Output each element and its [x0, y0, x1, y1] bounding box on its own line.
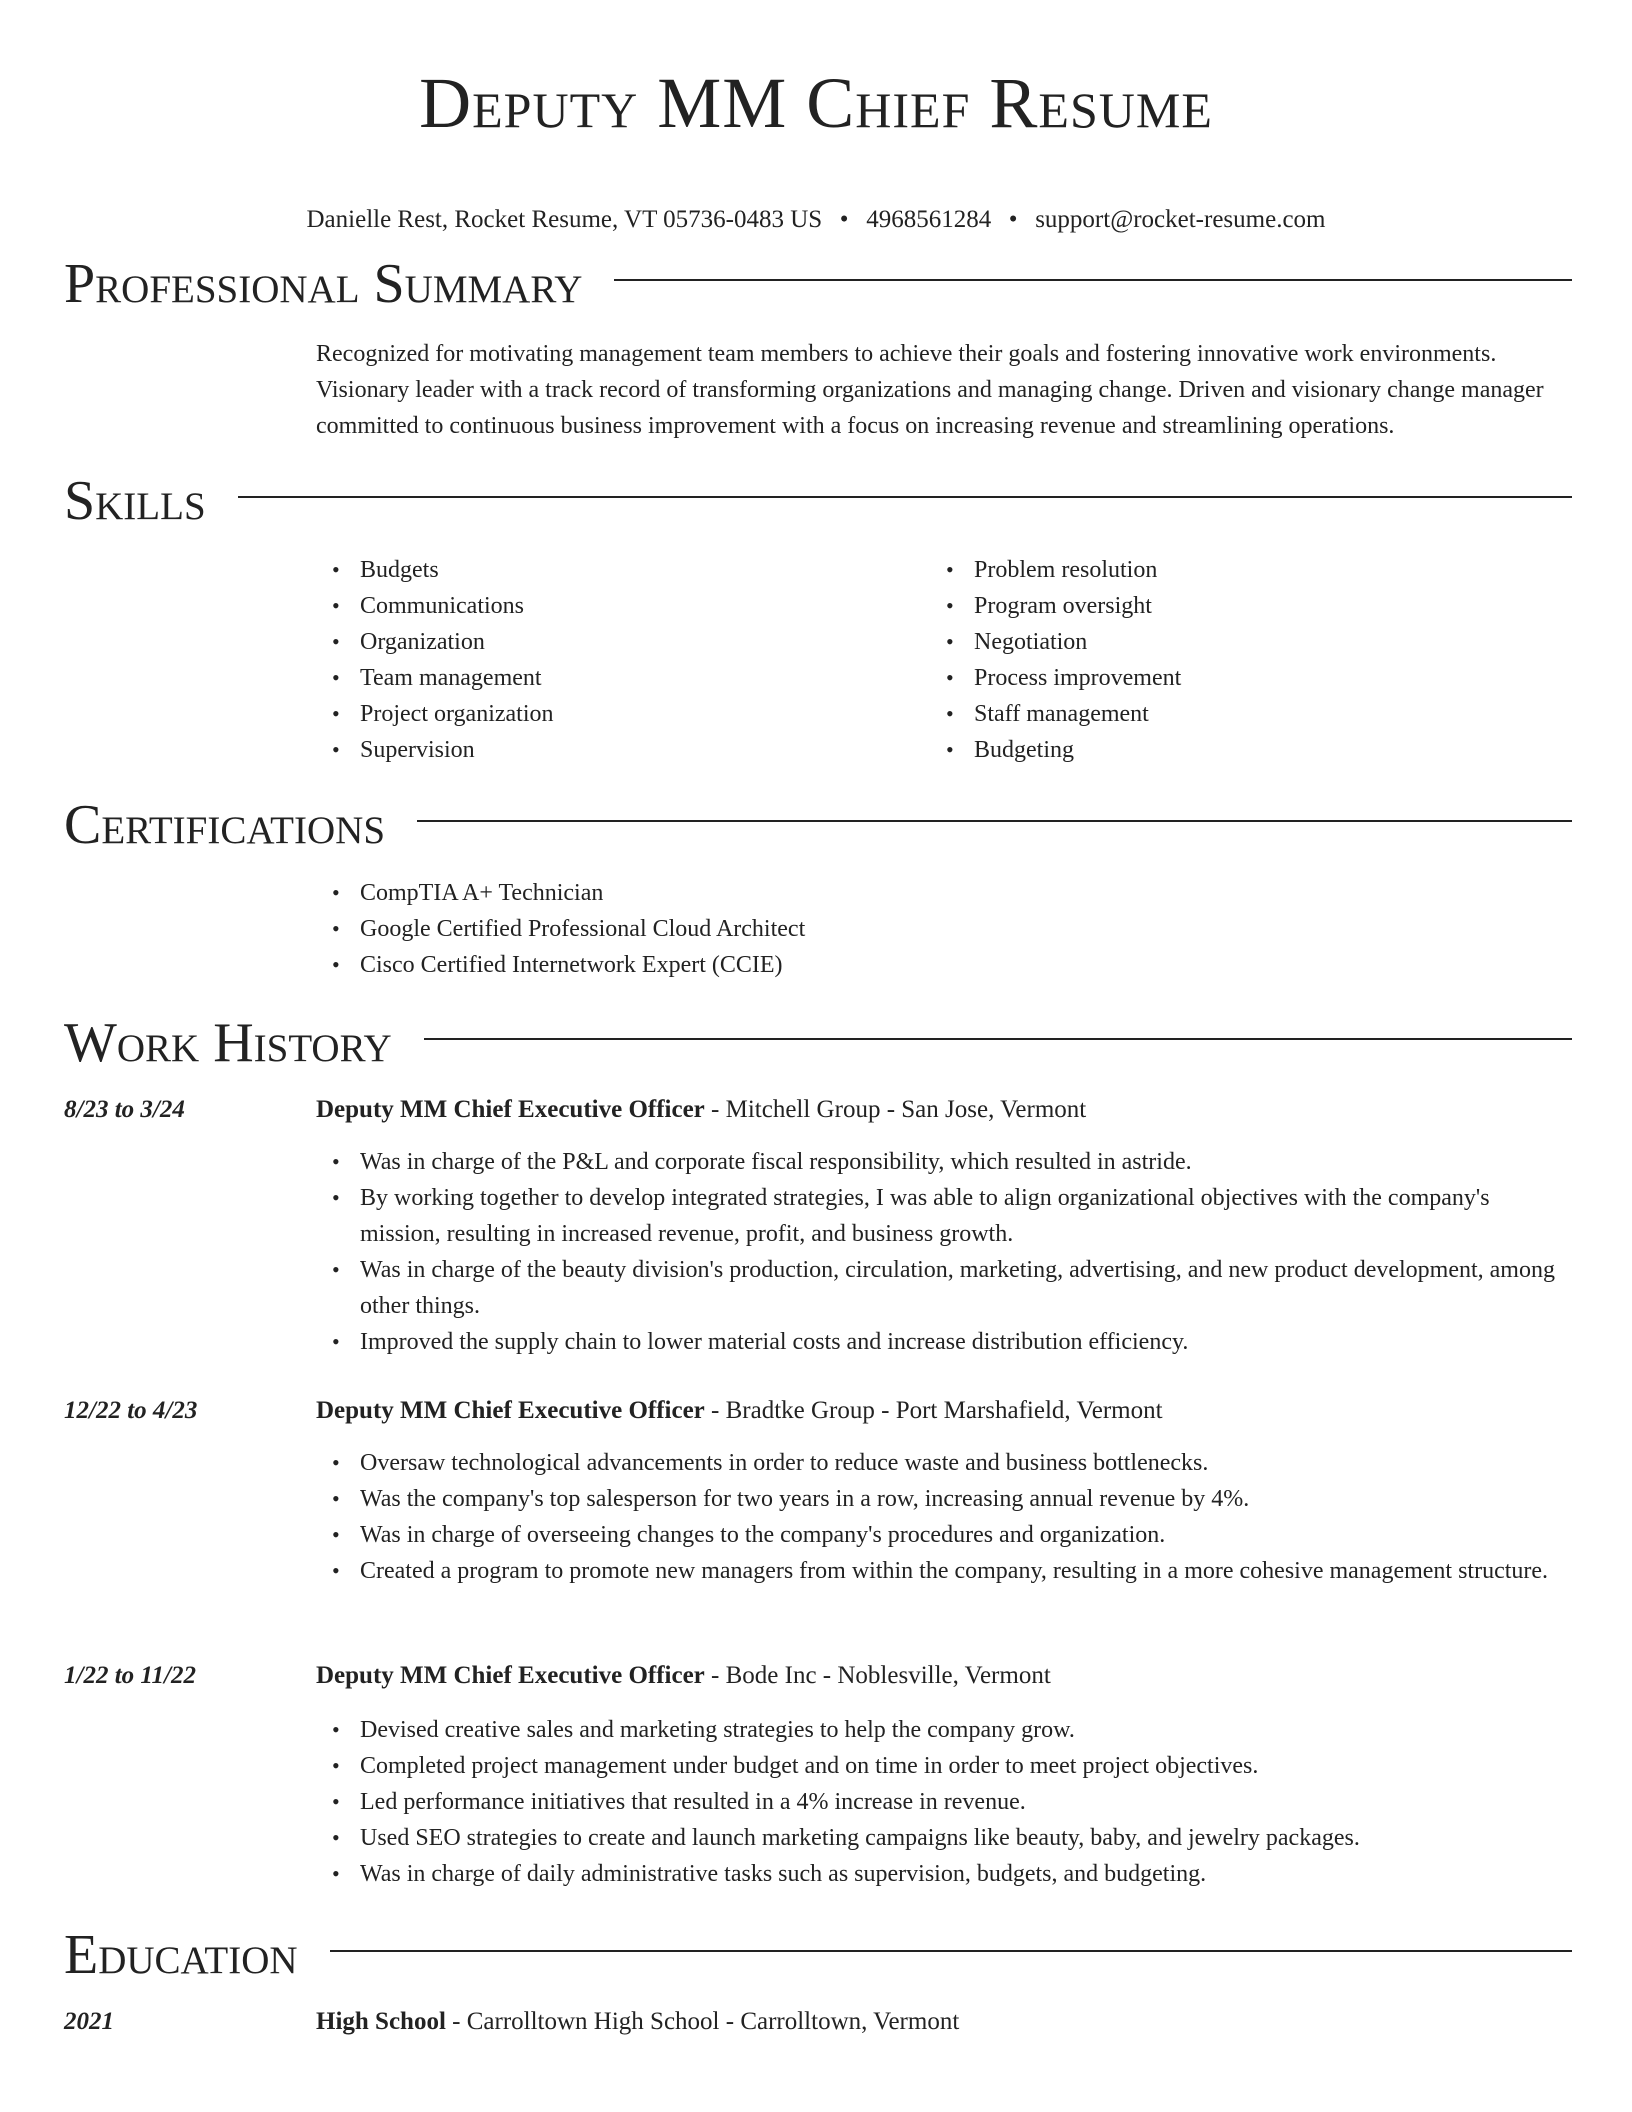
- job-bullet: • Was in charge of the P&L and corporate fiscal responsibility, which resulted in astride.: [316, 1144, 1566, 1180]
- skills-heading: Skills: [64, 470, 206, 532]
- education-heading: Education: [64, 1924, 298, 1986]
- contact-address: Danielle Rest, Rocket Resume, VT 05736-0483 US: [306, 206, 823, 233]
- summary-heading: Professional Summary: [64, 253, 583, 315]
- certification-item: • CompTIA A+ Technician: [316, 875, 1566, 911]
- certifications-list: [316, 875, 1566, 983]
- skills-section-header: [64, 466, 1572, 536]
- contact-separator: •: [1008, 206, 1018, 233]
- work-section-header: [64, 1008, 1572, 1078]
- job-bullet: • By working together to develop integrated strategies, I was able to align organizational objectives with the company's mission, resulting in increased revenue, profit, and business growth.: [316, 1180, 1566, 1252]
- skill-item: • Team management: [316, 660, 916, 696]
- skill-item: • Project organization: [316, 696, 916, 732]
- education-details: - Carrolltown High School - Carrolltown, Vermont: [445, 2008, 960, 2035]
- job-bullet: • Was in charge of overseeing changes to the company's procedures and organization.: [316, 1517, 1566, 1553]
- section-divider: [238, 496, 1572, 498]
- section-divider: [614, 279, 1572, 281]
- job-details: - Mitchell Group - San Jose, Vermont: [704, 1096, 1087, 1123]
- work-heading: Work History: [64, 1012, 392, 1074]
- contact-separator: •: [839, 206, 849, 233]
- job-role: Deputy MM Chief Executive Officer: [316, 1662, 705, 1689]
- job-role: Deputy MM Chief Executive Officer: [316, 1096, 705, 1123]
- resume-title: Deputy MM Chief Resume: [419, 63, 1213, 143]
- skill-item: • Supervision: [316, 732, 916, 768]
- skills-list-right: [930, 552, 1530, 768]
- summary-section-header: [64, 249, 1572, 319]
- job-bullets: [316, 1144, 1566, 1360]
- job-dates: 12/22 to 4/23: [64, 1397, 198, 1424]
- job-title-line: [316, 1658, 1051, 1694]
- job-bullet: • Improved the supply chain to lower material costs and increase distribution efficiency.: [316, 1324, 1566, 1360]
- skill-item: • Negotiation: [930, 624, 1530, 660]
- job-bullet: • Created a program to promote new managers from within the company, resulting in a more cohesive management structure.: [316, 1553, 1566, 1589]
- job-details: - Bradtke Group - Port Marshafield, Vermont: [704, 1397, 1163, 1424]
- contact-line: [0, 204, 1632, 236]
- job-title-line: [316, 1092, 1086, 1128]
- job-bullet: • Was in charge of daily administrative tasks such as supervision, budgets, and budgeting.: [316, 1856, 1566, 1892]
- education-line: [316, 2004, 959, 2040]
- job-title-line: [316, 1393, 1163, 1429]
- skill-item: • Organization: [316, 624, 916, 660]
- contact-email[interactable]: support@rocket-resume.com: [1035, 206, 1326, 233]
- job-dates: 8/23 to 3/24: [64, 1096, 185, 1123]
- summary-text: Recognized for motivating management team members to achieve their goals and fostering innovative work environments. Visionary leader with a track record of transforming organizations and managing change. Driven and visionary change manager committed to continuous business improvement with a focus on increasing revenue and streamlining operations.: [316, 341, 1544, 439]
- education-section-header: [64, 1920, 1572, 1990]
- job-details: - Bode Inc - Noblesville, Vermont: [704, 1662, 1051, 1689]
- skill-item: • Problem resolution: [930, 552, 1530, 588]
- job-bullet: • Was the company's top salesperson for two years in a row, increasing annual revenue by 4%.: [316, 1481, 1566, 1517]
- job-bullets: [316, 1712, 1566, 1892]
- skills-list-left: [316, 552, 916, 768]
- certification-item: • Google Certified Professional Cloud Architect: [316, 911, 1566, 947]
- job-bullet: • Led performance initiatives that resulted in a 4% increase in revenue.: [316, 1784, 1566, 1820]
- skill-item: • Program oversight: [930, 588, 1530, 624]
- skill-item: • Staff management: [930, 696, 1530, 732]
- skill-item: • Budgeting: [930, 732, 1530, 768]
- job-bullet: • Used SEO strategies to create and launch marketing campaigns like beauty, baby, and jewelry packages.: [316, 1820, 1566, 1856]
- education-degree: High School: [316, 2008, 446, 2035]
- section-divider: [330, 1950, 1572, 1952]
- job-bullet: • Devised creative sales and marketing strategies to help the company grow.: [316, 1712, 1566, 1748]
- job-dates: 1/22 to 11/22: [64, 1662, 196, 1689]
- job-bullets: [316, 1445, 1566, 1589]
- education-year: 2021: [64, 2008, 114, 2035]
- job-role: Deputy MM Chief Executive Officer: [316, 1397, 705, 1424]
- skill-item: • Communications: [316, 588, 916, 624]
- job-bullet: • Completed project management under budget and on time in order to meet project objectives.: [316, 1748, 1566, 1784]
- certifications-section-header: [64, 790, 1572, 860]
- job-bullet: • Was in charge of the beauty division's production, circulation, marketing, advertising, and new product development, among other things.: [316, 1252, 1566, 1324]
- contact-phone: 4968561284: [866, 206, 992, 233]
- section-divider: [424, 1038, 1572, 1040]
- certification-item: • Cisco Certified Internetwork Expert (CCIE): [316, 947, 1566, 983]
- skill-item: • Budgets: [316, 552, 916, 588]
- section-divider: [417, 820, 1572, 822]
- job-bullet: • Oversaw technological advancements in order to reduce waste and business bottlenecks.: [316, 1445, 1566, 1481]
- skill-item: • Process improvement: [930, 660, 1530, 696]
- certifications-heading: Certifications: [64, 794, 386, 856]
